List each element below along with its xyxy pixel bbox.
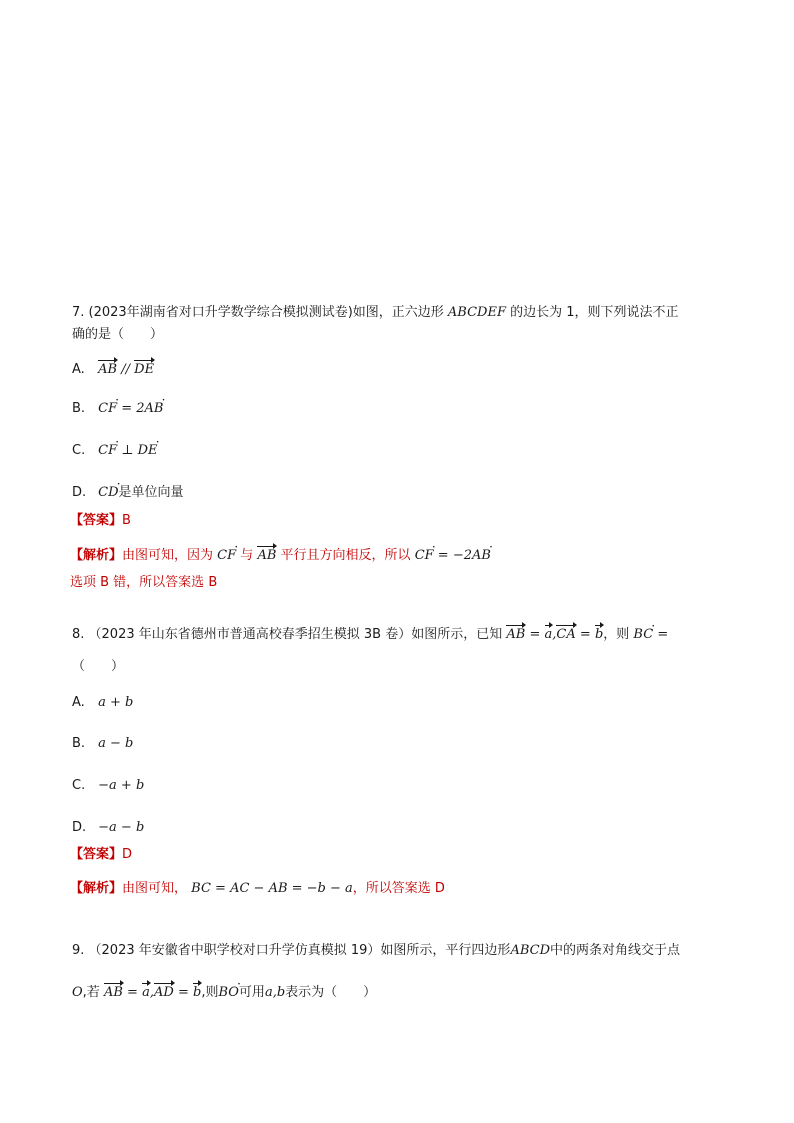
q9-stem-line1	[72, 941, 680, 961]
vector-cf: CF ·	[415, 546, 434, 566]
option-label: D.	[72, 485, 87, 500]
vector-bc: BC ·	[633, 625, 653, 645]
answer-value: B	[122, 513, 131, 528]
answer-value: D	[122, 847, 133, 862]
q7-hexagon-name: ABCDEF	[447, 305, 506, 320]
option-label: A.	[72, 695, 85, 710]
equals-sign: =	[529, 627, 541, 642]
vector-b: b	[193, 983, 201, 1003]
option-expr: a − b	[98, 736, 134, 751]
analysis-tag: 【解析】	[70, 548, 123, 563]
q7-option-b	[72, 399, 164, 419]
vector-b: b	[595, 625, 603, 645]
q8-option-c	[72, 776, 144, 796]
equals-sign: =	[177, 985, 189, 1000]
vector-ab: AB	[506, 625, 525, 645]
vector-cf: CF ·	[98, 441, 117, 461]
option-text: 是单位向量	[118, 485, 184, 500]
q9-text: 可用	[238, 985, 265, 1000]
equals-expr: = −2	[437, 548, 472, 563]
comma: ,	[149, 985, 154, 1000]
parallel-symbol: //	[121, 362, 130, 377]
parallelogram-name: ABCD	[510, 943, 550, 958]
q7-option-c	[72, 441, 158, 461]
vector-de: DE ·	[138, 441, 158, 461]
equals-sign: =	[579, 627, 591, 642]
q9-text: 表示为（ ）	[285, 985, 377, 1000]
option-label: B.	[72, 401, 86, 416]
option-label: A.	[72, 362, 85, 377]
q7-stem-line1	[72, 303, 679, 323]
vector-ab: AB	[98, 360, 117, 380]
q9-text: ,若	[82, 985, 100, 1000]
vectors-a-b: a,b	[264, 985, 286, 1000]
q7-stem-text-2: 的边长为 1，则下列说法不正	[510, 305, 679, 320]
point-o: O	[72, 985, 83, 1000]
option-expr: −a − b	[98, 820, 145, 835]
q7-option-d	[72, 483, 184, 503]
vector-cf: CF ·	[98, 399, 117, 419]
q7-stem-text: 7. (2023年湖南省对口升学数学综合模拟测试卷)如图，正六边形	[72, 305, 444, 320]
answer-tag: 【答案】	[70, 513, 123, 528]
q7-analysis-line2: 选项 B 错，所以答案选 B	[70, 575, 218, 590]
option-label: D.	[72, 820, 87, 835]
vector-a: a	[142, 983, 150, 1003]
answer-tag: 【答案】	[70, 847, 123, 862]
vector-de: DE	[134, 360, 154, 380]
vector-ab: AB	[257, 546, 276, 566]
q7-option-a	[72, 360, 154, 380]
q8-stem-line1	[72, 625, 668, 645]
perpendicular-symbol: ⊥	[121, 443, 134, 458]
q8-stem-text-2: ，则	[603, 627, 630, 642]
analysis-text: 与	[240, 548, 254, 563]
option-expr: a + b	[98, 695, 134, 710]
q8-option-a	[72, 693, 133, 713]
analysis-text: 由图可知，	[122, 881, 188, 896]
q7-answer	[70, 511, 131, 531]
q7-stem-line2: 确的是（ ）	[72, 327, 164, 342]
vector-cd: CD ·	[98, 483, 118, 503]
q8-option-d	[72, 818, 144, 838]
analysis-text: 由图可知，因为	[122, 548, 214, 563]
comma: ,	[552, 627, 557, 642]
q8-option-b	[72, 734, 133, 754]
analysis-tag: 【解析】	[70, 881, 123, 896]
q9-stem-text-2: 中的两条对角线交于点	[550, 943, 681, 958]
q8-stem-text: 8. （2023 年山东省德州市普通高校春季招生模拟 3B 卷）如图所示，已知	[72, 627, 503, 642]
q9-stem-text: 9. （2023 年安徽省中职学校对口升学仿真模拟 19）如图所示，平行四边形	[72, 943, 511, 958]
option-label: C.	[72, 443, 86, 458]
q8-analysis	[70, 879, 445, 899]
analysis-text: ，所以答案选 D	[352, 881, 445, 896]
equals-expr: = 2	[121, 401, 145, 416]
vector-ab: AB ·	[145, 399, 164, 419]
q9-text: ,则	[201, 985, 219, 1000]
vector-ab: AB ·	[472, 546, 491, 566]
vector-a: a	[545, 625, 553, 645]
vector-bo: BO ·	[218, 983, 238, 1003]
option-label: C.	[72, 778, 86, 793]
analysis-expr: BC = AC − AB = −b − a	[191, 881, 353, 896]
q7-analysis-line1	[70, 546, 491, 566]
vector-ab: AB	[104, 983, 123, 1003]
vector-ca: CA	[556, 625, 575, 645]
q9-stem-line2	[72, 983, 376, 1003]
option-label: B.	[72, 736, 86, 751]
equals-sign: =	[127, 985, 138, 1000]
equals-sign: =	[657, 627, 669, 642]
vector-cf: CF ·	[217, 546, 236, 566]
analysis-text: 平行且方向相反，所以	[280, 548, 411, 563]
q8-stem-line2: （ ）	[72, 659, 125, 674]
vector-ad: AD	[154, 983, 174, 1003]
q8-answer	[70, 845, 132, 865]
option-expr: −a + b	[98, 778, 145, 793]
